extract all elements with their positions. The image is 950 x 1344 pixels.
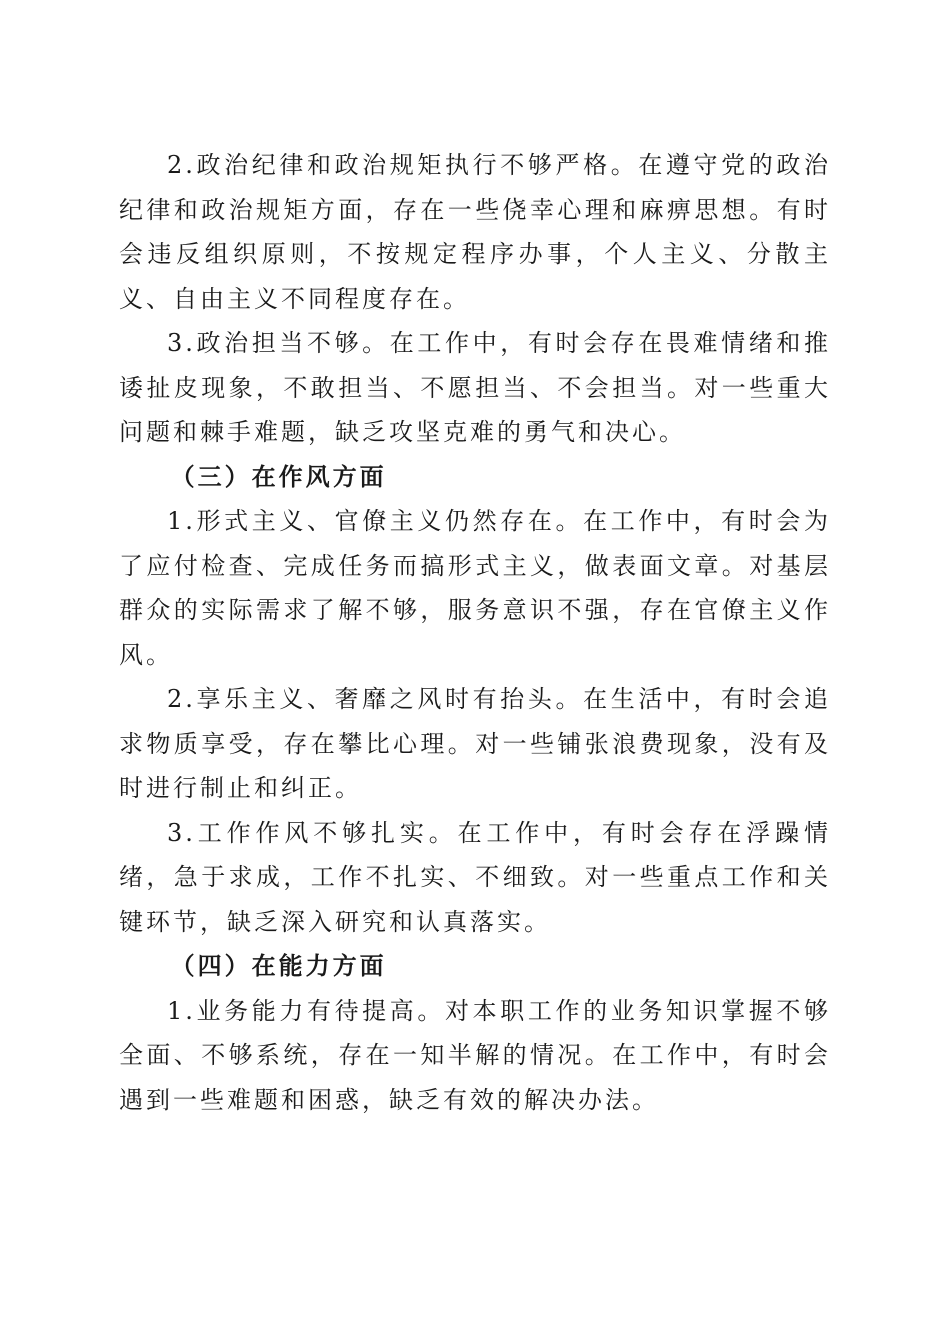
document-body <box>119 143 831 1122</box>
paragraph-work-style-not-solid: 3.工作作风不够扎实。在工作中，有时会存在浮躁情绪，急于求成，工作不扎实、不细致。对一些重点工作和关键环节，缺乏深入研究和认真落实。 <box>119 818 831 936</box>
paragraph-formalism-bureaucratism: 1.形式主义、官僚主义仍然存在。在工作中，有时会为了应付检查、完成任务而搞形式主义，做表面文章。对基层群众的实际需求了解不够，服务意识不强，存在官僚主义作风。 <box>119 507 831 669</box>
section-heading-work-style: （三）在作风方面 <box>170 461 387 491</box>
paragraph-political-responsibility: 3.政治担当不够。在工作中，有时会存在畏难情绪和推诿扯皮现象，不敢担当、不愿担当、不会担当。对一些重大问题和棘手难题，缺乏攻坚克难的勇气和决心。 <box>119 329 831 446</box>
section-heading-ability: （四）在能力方面 <box>170 951 387 980</box>
paragraph-hedonism-extravagance: 2.享乐主义、奢靡之风时有抬头。在生活中，有时会追求物质享受，存在攀比心理。对一些铺张浪费现象，没有及时进行制止和纠正。 <box>119 685 831 802</box>
paragraph-business-ability: 1.业务能力有待提高。对本职工作的业务知识掌握不够全面、不够系统，存在一知半解的情况。在工作中，有时会遇到一些难题和困惑，缺乏有效的解决办法。 <box>119 996 831 1114</box>
paragraph-political-discipline: 2.政治纪律和政治规矩执行不够严格。在遵守党的政治纪律和政治规矩方面，存在一些侥幸心理和麻痹思想。有时会违反组织原则，不按规定程序办事，个人主义、分散主义、自由主义不同程度存在。 <box>119 151 831 313</box>
